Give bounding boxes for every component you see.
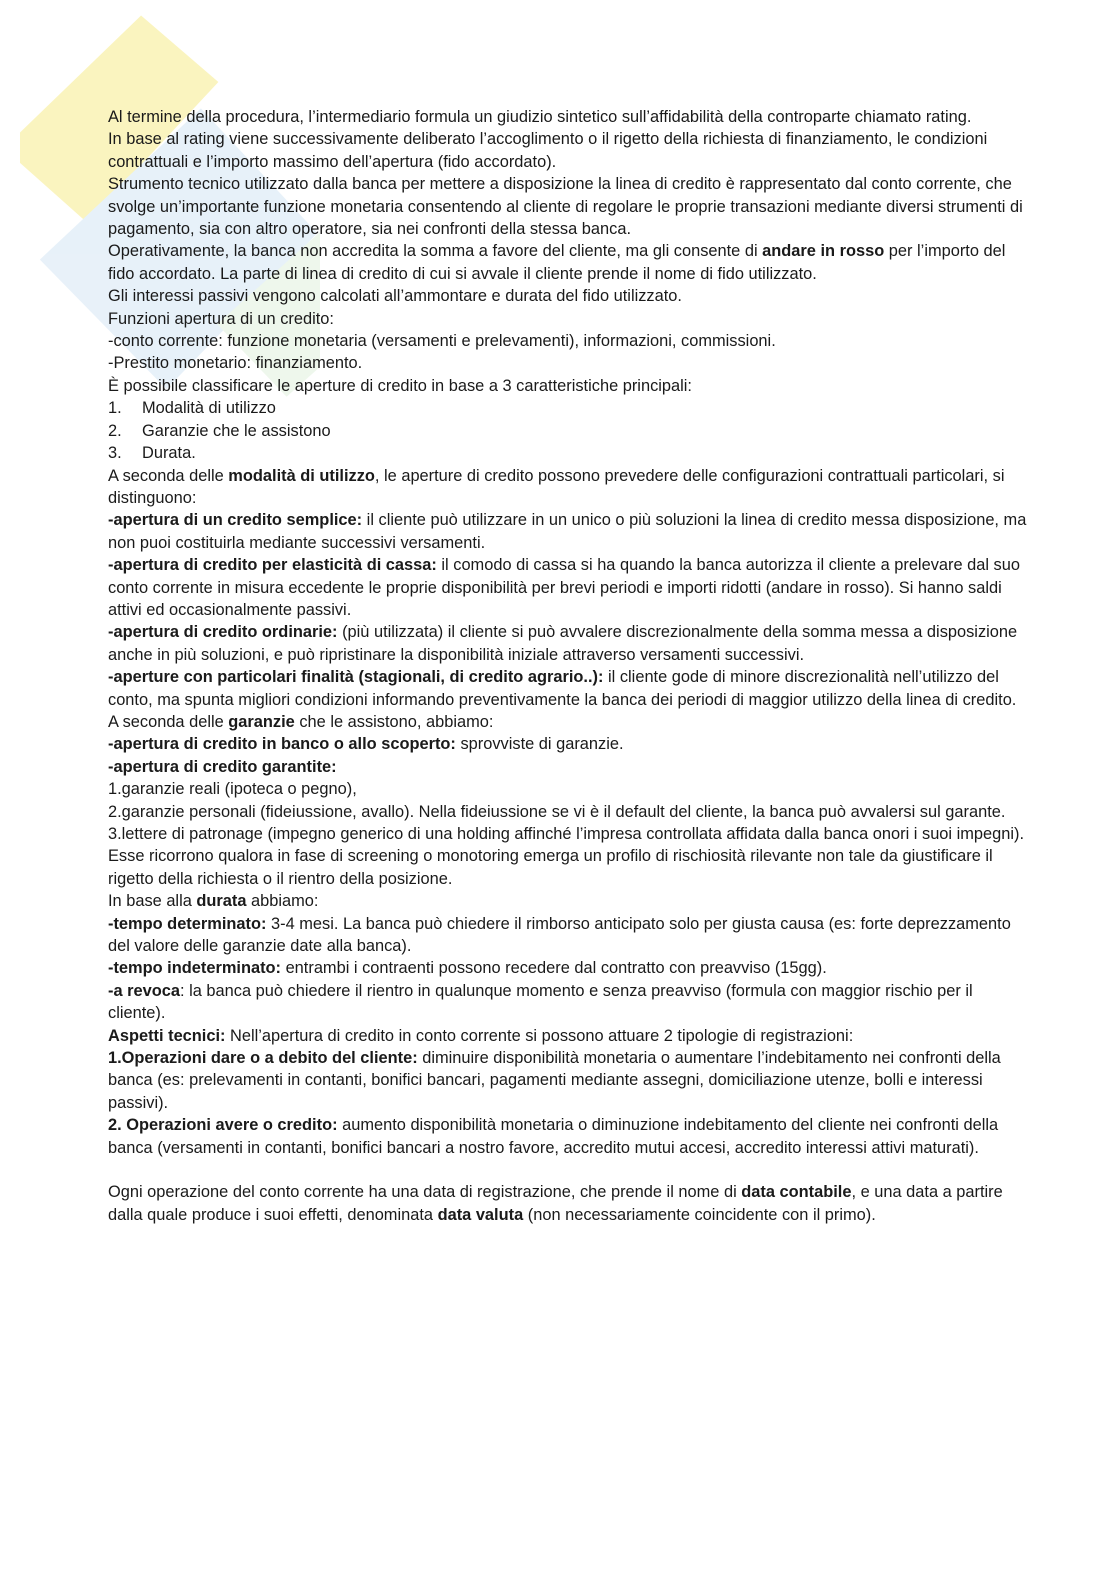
paragraph-text: Gli interessi passivi vengono calcolati all’ammontare e durata del fido utilizzato.	[108, 287, 682, 306]
paragraph	[108, 352, 1028, 374]
list-item	[108, 420, 1028, 442]
paragraph	[108, 1025, 1028, 1047]
paragraph-text: Funzioni apertura di un credito:	[108, 309, 334, 328]
paragraph	[108, 913, 1028, 958]
list-item	[108, 397, 1028, 419]
paragraph	[108, 845, 1028, 890]
bold-term: garanzie	[228, 712, 295, 731]
paragraph	[108, 711, 1028, 733]
bold-term: -tempo indeterminato:	[108, 959, 282, 978]
bold-term: andare in rosso	[762, 242, 885, 261]
paragraph-text: il comodo di cassa si ha quando la banca autorizza il cliente a prelevare dal suo conto corrente in misura eccedente le proprie disponibilità per brevi periodi e importi ridotti (andare in rosso). Si hanno saldi attivi ed occasionalmente passivi.	[108, 556, 1020, 619]
paragraph	[108, 733, 1028, 755]
spacer	[108, 1159, 1028, 1181]
paragraph	[108, 173, 1028, 240]
paragraph-text: il cliente gode di minore discrezionalità nell’utilizzo del conto, ma spunta migliori condizioni informando preventivamente la banca dei periodi di maggior utilizzo della linea di credito.	[108, 668, 1017, 709]
paragraph-text: Strumento tecnico utilizzato dalla banca per mettere a disposizione la linea di credito è rappresentato dal conto corrente, che svolge un’importante funzione monetaria consentendo al cliente di regolare le proprie transazioni mediante diversi strumenti di pagamento, sia con altro operatore, sia nei confronti della stessa banca.	[108, 175, 1023, 239]
paragraph-text: il cliente può utilizzare in un unico o più soluzioni la linea di credito messa disposizione, ma non puoi costituirla mediante successivi versamenti.	[108, 511, 1027, 552]
paragraph	[108, 285, 1028, 307]
paragraph-text: che le assistono, abbiamo:	[294, 712, 494, 731]
bold-term: -aperture con particolari finalità (stagionali, di credito agrario..):	[108, 668, 604, 687]
paragraph	[108, 890, 1028, 912]
paragraph-text: per l’importo del fido accordato. La parte di linea di credito di cui si avvale il cliente prende il nome di fido utilizzato.	[108, 242, 1006, 283]
document-body	[108, 106, 1028, 1226]
bold-term: -tempo determinato:	[108, 914, 267, 933]
bold-term: data valuta	[437, 1205, 524, 1224]
paragraph-text: diminuire disponibilità monetaria o aumentare l’indebitamento nei confronti della banca (es: prelevamenti in contanti, bonifici bancari, pagamenti mediante assegni, domiciliazione utenze, bolli e interessi passivi).	[108, 1049, 1001, 1112]
list-number: 2.	[108, 421, 122, 440]
paragraph	[108, 106, 1028, 128]
bold-term: -apertura di un credito semplice:	[108, 511, 363, 530]
paragraph	[108, 330, 1028, 352]
paragraph	[108, 240, 1028, 285]
paragraph-text: , e una data a partire dalla quale produce i suoi effetti, denominata	[108, 1183, 1003, 1224]
bold-term: 1.Operazioni dare o a debito del cliente:	[108, 1049, 418, 1068]
paragraph	[108, 128, 1028, 173]
bold-term: Aspetti tecnici:	[108, 1026, 226, 1045]
paragraph-text: Esse ricorrono qualora in fase di screening o monotoring emerga un profilo di rischiosità rilevante non tale da giustificare il rigetto della richiesta o il rientro della posizione.	[108, 847, 993, 888]
paragraph	[108, 666, 1028, 711]
paragraph-text: 3-4 mesi. La banca può chiedere il rimborso anticipato solo per giusta causa (es: forte deprezzamento del valore delle garanzie date alla banca).	[108, 914, 1011, 956]
paragraph	[108, 375, 1028, 397]
bold-term: 2. Operazioni avere o credito:	[108, 1116, 338, 1135]
bold-term: -apertura di credito garantite:	[108, 757, 337, 776]
paragraph-text: (non necessariamente coincidente con il primo).	[523, 1205, 876, 1224]
paragraph-text: A seconda delle	[108, 712, 229, 731]
bold-term: modalità di utilizzo	[228, 466, 375, 485]
list-number: 3.	[108, 444, 122, 463]
paragraph	[108, 509, 1028, 554]
paragraph	[108, 1114, 1028, 1159]
paragraph	[108, 308, 1028, 330]
paragraph-text: -Prestito monetario: finanziamento.	[108, 354, 363, 373]
paragraph	[108, 621, 1028, 666]
list-text: Modalità di utilizzo	[142, 399, 276, 418]
paragraph-text: , le aperture di credito possono prevedere delle configurazioni contrattuali particolari, si distinguono:	[108, 466, 1005, 507]
paragraph	[108, 1047, 1028, 1114]
bold-term: data contabile	[741, 1183, 852, 1202]
paragraph-text: Al termine della procedura, l’intermediario formula un giudizio sintetico sull’affidabilità della controparte chiamato rating.	[108, 108, 972, 126]
paragraph-text: 2.garanzie personali (fideiussione, avallo). Nella fideiussione se vi è il default del cliente, la banca può avvalersi sul garante.	[108, 802, 1006, 821]
paragraph-text: : la banca può chiedere il rientro in qualunque momento e senza preavviso (formula con maggior rischio per il cliente).	[108, 981, 973, 1023]
bold-term: -apertura di credito ordinarie:	[108, 623, 338, 642]
paragraph-final	[108, 1181, 1028, 1226]
paragraph	[108, 465, 1028, 510]
paragraph	[108, 980, 1028, 1025]
bold-term: durata	[196, 892, 247, 911]
paragraph-text: abbiamo:	[246, 892, 319, 911]
bold-term: -apertura di credito per elasticità di cassa:	[108, 556, 437, 575]
paragraph-text: 3.lettere di patronage (impegno generico di una holding affinché l’impresa controllata affidata dalla banca onori i suoi impegni).	[108, 825, 1025, 843]
paragraph-text: Nell’apertura di credito in conto corrente si possono attuare 2 tipologie di registrazioni:	[225, 1026, 854, 1045]
paragraph-text: In base al rating viene successivamente deliberato l’accoglimento o il rigetto della richiesta di finanziamento, le condizioni contrattuali e l’importo massimo dell’apertura (fido accordato).	[108, 130, 988, 171]
paragraph-text: entrambi i contraenti possono recedere dal contratto con preavviso (15gg).	[281, 959, 827, 978]
paragraph	[108, 554, 1028, 621]
paragraph	[108, 957, 1028, 979]
list-text: Durata.	[142, 444, 196, 463]
paragraph-text: È possibile classificare le aperture di credito in base a 3 caratteristiche principali:	[108, 376, 692, 395]
paragraph-text: -conto corrente: funzione monetaria (versamenti e prelevamenti), informazioni, commissioni.	[108, 332, 776, 351]
paragraph-text: 1.garanzie reali (ipoteca o pegno),	[108, 780, 357, 799]
paragraph	[108, 756, 1028, 778]
paragraph-text: A seconda delle	[108, 466, 229, 485]
paragraph	[108, 823, 1028, 845]
paragraph-text: sprovviste di garanzie.	[455, 735, 624, 754]
bold-term: -a revoca	[108, 981, 180, 1000]
paragraph-text: (più utilizzata) il cliente si può avvalere discrezionalmente della somma messa a disposizione anche in più soluzioni, e può ripristinare la disponibilità iniziale attraverso versamenti successivi.	[108, 623, 1018, 664]
list-number: 1.	[108, 399, 122, 418]
paragraph	[108, 801, 1028, 823]
list-text: Garanzie che le assistono	[142, 421, 331, 440]
paragraph-text: aumento disponibilità monetaria o diminuzione indebitamento del cliente nei confronti della banca (versamenti in contanti, bonifici bancari a nostro favore, accredito mutui accesi, accredito interessi attivi maturati).	[108, 1116, 999, 1157]
paragraph	[108, 778, 1028, 800]
paragraph-text: Ogni operazione del conto corrente ha una data di registrazione, che prende il nome di	[108, 1183, 742, 1202]
paragraph-text: Operativamente, la banca non accredita la somma a favore del cliente, ma gli consente di	[108, 242, 763, 261]
bold-term: -apertura di credito in banco o allo scoperto:	[108, 735, 456, 754]
paragraph-text: In base alla	[108, 892, 197, 911]
list-item	[108, 442, 1028, 464]
